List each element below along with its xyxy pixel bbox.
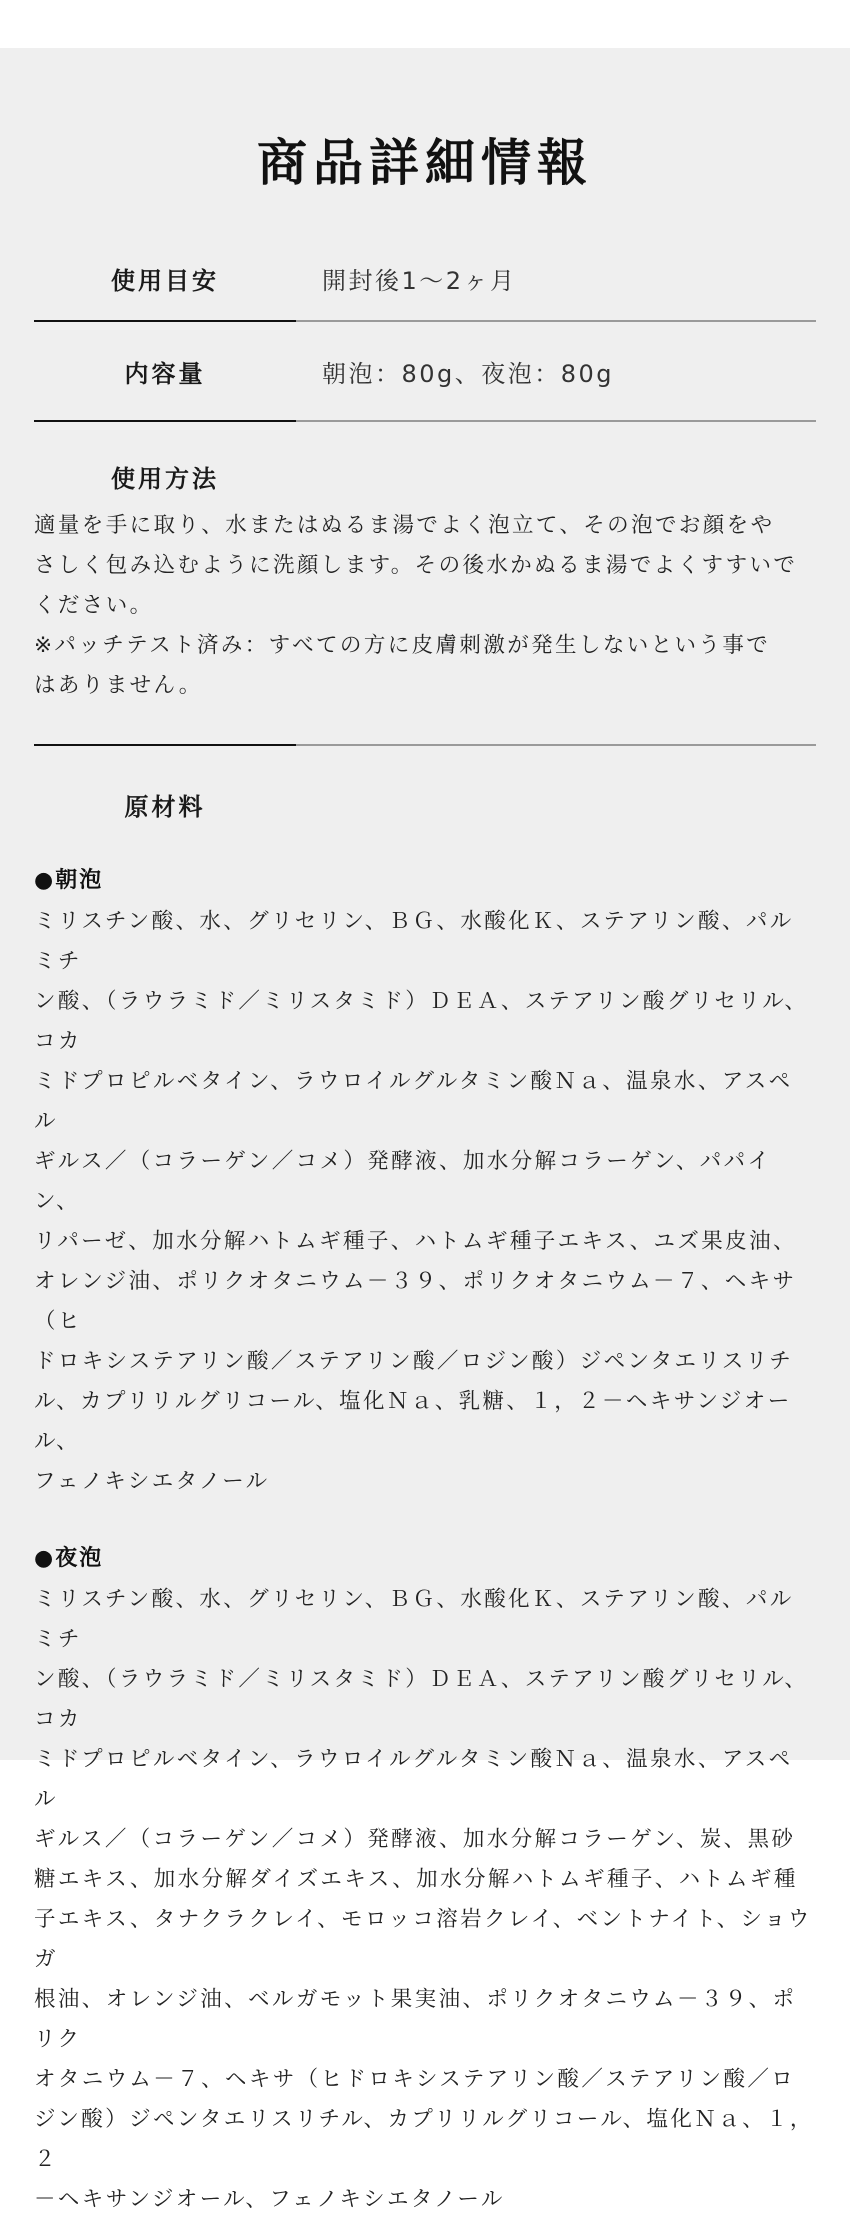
divider [34, 320, 816, 322]
top-strip [0, 0, 850, 48]
patch-test-note: ※パッチテスト済み：すべての方に皮膚刺激が発生しないという事で はありません。 [34, 633, 771, 698]
spec-label-usage-period: 使用目安 [111, 266, 219, 295]
divider [34, 420, 816, 422]
divider [34, 744, 816, 746]
spec-value-volume: 朝泡：80g、夜泡：80g [322, 359, 615, 388]
usage-section [34, 462, 816, 706]
morning-foam-ingredients: ミリスチン酸、水、グリセリン、ＢＧ、水酸化Ｋ、ステアリン酸、パルミチ ン酸、（ラウラミド／ミリスタミド）ＤＥＡ、ステアリン酸グリセリル、コカ ミドプロピルベタイン、ラウロイルグルタミン酸Ｎａ、温泉水、アスペル ギルス／（コラーゲン／コメ）発酵液、加水分解コラーゲン、パパイン、 リパーゼ、加水分解ハトムギ種子、ハトムギ種子エキス、ユズ果皮油、 オレンジ油、ポリクオタニウム－３９、ポリクオタニウム－７、ヘキサ（ヒ ドロキシステアリン酸／ステアリン酸／ロジン酸）ジペンタエリスリチ ル、カプリリルグリコール、塩化Ｎａ、乳糖、１，２－ヘキサンジオール、 フェノキシエタノール [34, 909, 809, 1494]
night-foam-ingredients: ミリスチン酸、水、グリセリン、ＢＧ、水酸化Ｋ、ステアリン酸、パルミチ ン酸、（ラウラミド／ミリスタミド）ＤＥＡ、ステアリン酸グリセリル、コカ ミドプロピルベタイン、ラウロイルグルタミン酸Ｎａ、温泉水、アスペル ギルス／（コラーゲン／コメ）発酵液、加水分解コラーゲン、炭、黒砂 糖エキス、加水分解ダイズエキス、加水分解ハトムギ種子、ハトムギ種 子エキス、タナクラクレイ、モロッコ溶岩クレイ、ベントナイト、ショウガ 根油、オレンジ油、ベルガモット果実油、ポリクオタニウム－３９、ポリク オタニウム－７、ヘキサ（ヒドロキシステアリン酸／ステアリン酸／ロ ジン酸）ジペンタエリスリチル、カプリリルグリコール、塩化Ｎａ、１，２ －ヘキサンジオール、フェノキシエタノール [34, 1587, 814, 2212]
spec-value-usage-period: 開封後1〜2ヶ月 [322, 266, 517, 295]
page-title: 商品詳細情報 [257, 134, 593, 192]
usage-heading: 使用方法 [111, 465, 219, 493]
ingredients-section [34, 790, 816, 2220]
spec-label-volume: 内容量 [124, 359, 206, 388]
usage-instructions: 適量を手に取り、水またはぬるま湯でよく泡立て、その泡でお顔をや さしく包み込むように洗顔します。その後水かぬるま湯でよくすすいで ください。 [34, 513, 798, 618]
spec-row-usage-period [34, 236, 816, 320]
ingredients-heading: 原材料 [124, 793, 206, 821]
spec-row-volume [34, 322, 816, 420]
product-details-panel [0, 48, 850, 2212]
morning-foam-heading: ●朝泡 [34, 868, 104, 893]
night-foam-heading: ●夜泡 [34, 1546, 104, 1571]
spec-table [34, 236, 816, 422]
